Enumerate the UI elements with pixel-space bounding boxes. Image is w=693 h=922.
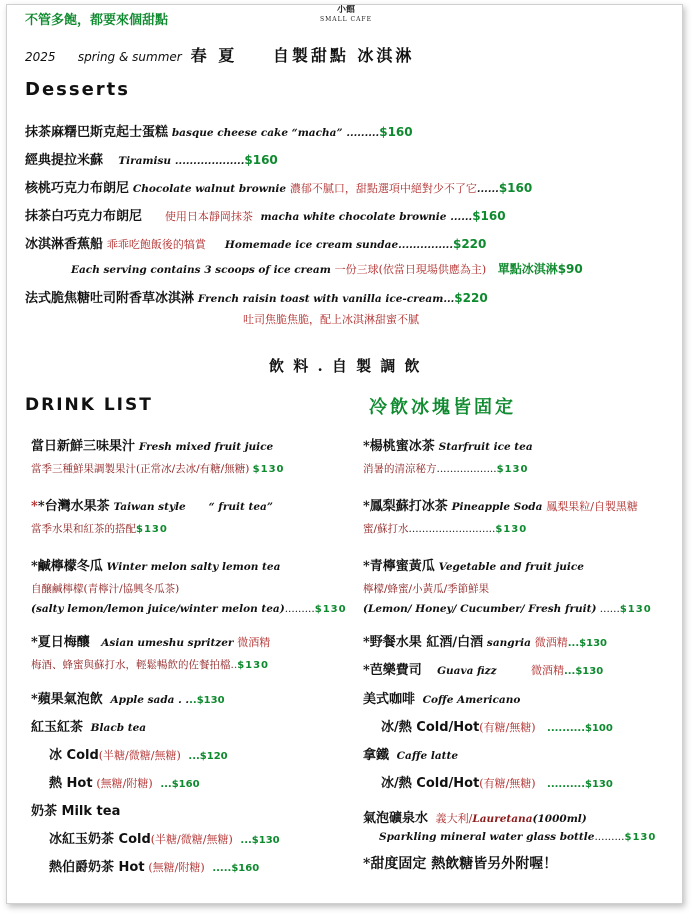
season-cn: 春 夏 — [190, 46, 238, 65]
drink-starfruit: *楊桃蜜冰茶 Starfruit ice tea — [363, 439, 533, 454]
logo-sub: SMALL CAFE — [320, 16, 372, 23]
drink-water-en: Sparkling mineral water glass bottle.........$130 — [379, 831, 657, 843]
drink-milk-hot: 熱伯爵奶茶 Hot (無糖/附糖) .....$160 — [49, 860, 260, 875]
drink-fruit-juice: 當日新鮮三味果汁 Fresh mixed fruit juice — [31, 439, 274, 454]
drink-cucumber: *青檸蜜黃瓜 Vegetable and fruit juice — [363, 559, 584, 574]
drink-desc: 當季水果和紅茶的搭配$130 — [31, 523, 168, 535]
drink-black-cold: 冰 Cold(半糖/微糖/無糖) ...$120 — [49, 748, 228, 763]
cold-note: 冷飲冰塊皆固定 — [369, 397, 516, 418]
drink-apple: *蘋果氣泡飲 Apple sada . ...$130 — [31, 692, 225, 707]
drink-latte-options: 冰/熱 Cold/Hot(有糖/無糖) ..........$130 — [381, 776, 613, 791]
dessert-item: 經典提拉米蘇 Tiramisu ...................$160 — [25, 153, 278, 168]
drink-water: 氣泡礦泉水 義大利/Lauretana(1000ml) — [363, 811, 587, 826]
dessert-item: 核桃巧克力布朗尼 Chocolate walnut brownie 濃郁不膩口，甜點選項中絕對少不了它......$160 — [25, 181, 533, 196]
drink-coffee: 美式咖啡 Coffe Americano — [363, 692, 521, 707]
cafe-logo — [313, 5, 379, 31]
drink-fruit-tea: **台灣水果茶 Taiwan style “ fruit tea” — [31, 499, 273, 514]
tagline: 不管多飽，都要來個甜點 — [25, 13, 169, 28]
logo-name: 小館 — [336, 5, 355, 15]
dessert-item: 抹茶麻糬巴斯克起士蛋糕 basque cheese cake “macha” .........$160 — [25, 125, 413, 140]
desserts-title: Desserts — [25, 79, 130, 100]
drink-guava: *芭樂費司 Guava fizz 微酒精...$130 — [363, 663, 604, 678]
drink-desc: 消暑的清涼秘方..................$130 — [363, 463, 529, 475]
drink-milk-cold: 冰紅玉奶茶 Cold(半糖/微糖/無糖) ...$130 — [49, 832, 280, 847]
header-line — [25, 43, 414, 66]
menu-title-cn: 自製甜點 冰淇淋 — [272, 46, 415, 65]
drink-desc-en: (salty lemon/lemon juice/winter melon tea).........$130 — [31, 603, 347, 615]
drink-coffee-options: 冰/熱 Cold/Hot(有糖/無糖) ..........$100 — [381, 720, 613, 735]
drink-desc-en: (Lemon/ Honey/ Cucumber/ Fresh fruit) ......$130 — [363, 603, 652, 615]
dessert-item: 法式脆焦糖吐司附香草冰淇淋 French raisin toast with vanilla ice-cream...$220 — [25, 291, 488, 306]
drink-desc: 當季三種鮮果調製果汁(正常冰/去冰/有糖/無糖) $130 — [31, 463, 285, 475]
drinks-section-cn: 飲 料 . 自 製 調 飲 — [269, 357, 422, 375]
toast-desc: 吐司焦脆焦脆，配上冰淇淋甜蜜不膩 — [243, 313, 419, 326]
drink-latte: 拿鐵 Caffe latte — [363, 748, 459, 763]
drink-desc: 自醸鹹檸檬(青檸汁/協興冬瓜茶) — [31, 583, 180, 595]
drink-black-hot: 熱 Hot (無糖/附糖) ...$160 — [49, 776, 200, 791]
drink-desc: 梅酒、蜂蜜與蘇打水，輕鬆暢飲的佐餐拍檔..$130 — [31, 659, 270, 671]
drink-pineapple: *鳳梨蘇打冰茶 Pineapple Soda 鳳梨果粒/自製黑糖 — [363, 499, 638, 514]
dessert-item: 抹茶白巧克力布朗尼 使用日本靜岡抹茶 macha white chocolate brownie ......$160 — [25, 209, 506, 224]
drink-desc: 蜜/蘇打水..........................$130 — [363, 523, 528, 535]
drink-black-tea: 紅玉紅茶 Blacb tea — [31, 720, 147, 735]
ice-cream-note: Each serving contains 3 scoops of ice cream 一份三球(依當日現場供應為主) 單點冰淇淋$90 — [71, 262, 583, 276]
menu-page — [6, 4, 683, 904]
season-en: spring & summer — [77, 50, 182, 64]
drink-desc: 檸檬/蜂蜜/小黃瓜/季節鮮果 — [363, 583, 490, 595]
sweetness-note: *甜度固定 熱飲糖皆另外附喔！ — [363, 856, 558, 872]
drink-list-title: DRINK LIST — [25, 395, 153, 415]
year: 2025 — [25, 50, 56, 64]
drink-milk-tea: 奶茶 Milk tea — [31, 804, 121, 819]
drink-umeshu: *夏日梅釀 Asian umeshu spritzer 微酒精 — [31, 635, 271, 650]
single-scoop-price: 單點冰淇淋$90 — [497, 262, 583, 276]
drink-sangria: *野餐水果 紅酒/白酒 sangria 微酒精...$130 — [363, 635, 607, 650]
dessert-item: 冰淇淋香蕉船 乖乖吃飽飯後的犒賞 Homemade ice cream sundae...............$220 — [25, 237, 487, 252]
drink-lemon: *鹹檸檬冬瓜 Winter melon salty lemon tea — [31, 559, 281, 574]
